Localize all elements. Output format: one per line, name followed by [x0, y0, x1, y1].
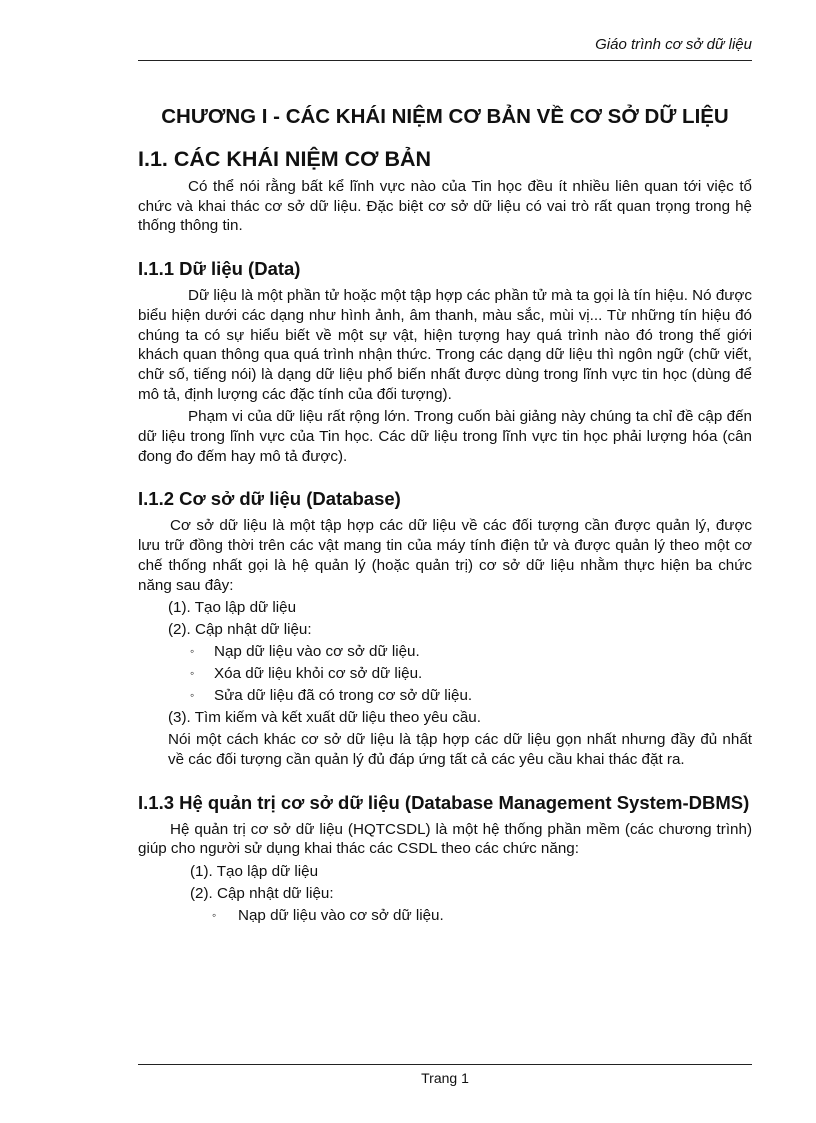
sub-list-item-text: Xóa dữ liệu khỏi cơ sở dữ liệu.	[214, 665, 423, 683]
list-item: (3). Tìm kiếm và kết xuất dữ liệu theo yêu cầu.	[168, 709, 481, 727]
chapter-title: CHƯƠNG I - CÁC KHÁI NIỆM CƠ BẢN VỀ CƠ SỞ DỮ LIỆU	[161, 105, 729, 128]
sub-list-item	[138, 642, 752, 661]
list-item: (1). Tạo lập dữ liệu	[190, 863, 319, 881]
sub-list-item-text: Nạp dữ liệu vào cơ sở dữ liệu.	[214, 643, 420, 661]
section-heading-1-1: I.1.1 Dữ liệu (Data)	[138, 258, 301, 280]
section-1-2-paragraph-1: Cơ sở dữ liệu là một tập hợp các dữ liệu về các đối tượng cần được quản lý, được lưu trữ đồng thời trên các vật mang tin của máy tính điện tử và được quản lý theo một cơ chế thống nhất gọi là hệ quản lý (hoặc quản trị) cơ sở dữ liệu nhằm thực hiện ba chức năng sau đây:	[138, 517, 752, 594]
circle-bullet-icon: ◦	[190, 688, 195, 703]
page-number: Trang 1	[421, 1070, 469, 1086]
circle-bullet-icon: ◦	[190, 644, 195, 659]
page-content	[138, 146, 752, 928]
footer-rule	[138, 1064, 752, 1065]
section-1-3-paragraph-1: Hệ quản trị cơ sở dữ liệu (HQTCSDL) là một hệ thống phần mềm (các chương trình) giúp cho người sử dụng khai thác các CSDL theo các chức năng:	[138, 820, 752, 858]
list-item: (2). Cập nhật dữ liệu:	[190, 885, 334, 903]
section-heading-1: I.1. CÁC KHÁI NIỆM CƠ BẢN	[138, 147, 432, 171]
section-heading-1-2: I.1.2 Cơ sở dữ liệu (Database)	[138, 488, 401, 510]
sub-list-item	[138, 686, 752, 705]
list-item: (1). Tạo lập dữ liệu	[168, 599, 297, 617]
section-heading-1-3: I.1.3 Hệ quản trị cơ sở dữ liệu (Database Management System-DBMS)	[138, 791, 750, 813]
running-header: Giáo trình cơ sở dữ liệu	[595, 36, 752, 53]
section-1-1-paragraph-2: Phạm vi của dữ liệu rất rộng lớn. Trong cuốn bài giảng này chúng ta chỉ đề cập đến dữ liệu trong lĩnh vực của Tin học. Các dữ liệu trong lĩnh vực tin học phải lượng hóa (cân đong đo đếm hay mô tả được).	[138, 408, 752, 465]
sub-list-item	[138, 664, 752, 683]
circle-bullet-icon: ◦	[212, 908, 217, 923]
header-rule	[138, 60, 752, 61]
circle-bullet-icon: ◦	[190, 666, 195, 681]
sub-list-item	[138, 906, 752, 925]
sub-list-item-text: Nạp dữ liệu vào cơ sở dữ liệu.	[238, 907, 444, 925]
section-1-2-paragraph-2: Nói một cách khác cơ sở dữ liệu là tập hợp các dữ liệu gọn nhất nhưng đầy đủ nhất về các đối tượng cần quản lý đủ đáp ứng tất cả các yêu cầu khai thác đặt ra.	[168, 731, 752, 768]
section-1-intro: Có thể nói rằng bất kể lĩnh vực nào của Tin học đều ít nhiều liên quan tới việc tổ chức và khai thác cơ sở dữ liệu. Đặc biệt cơ sở dữ liệu có vai trò rất quan trọng trong hệ thống thông tin.	[138, 178, 752, 235]
sub-list-item-text: Sửa dữ liệu đã có trong cơ sở dữ liệu.	[214, 687, 473, 705]
list-item: (2). Cập nhật dữ liệu:	[168, 621, 312, 639]
section-1-1-paragraph-1: Dữ liệu là một phần tử hoặc một tập hợp các phần tử mà ta gọi là tín hiệu. Nó được biểu hiện dưới các dạng như hình ảnh, âm thanh, màu sắc, mùi vị... Từ những tín hiệu đó chúng ta có sự hiểu biết về một sự vật, hiện tượng hay quá trình nào đó trong thế giới khách quan thông qua quá trình nhận thức. Trong các dạng dữ liệu thì ngôn ngữ (chữ viết, chữ số, tiếng nói) là dạng dữ liệu phổ biến nhất được dùng trong lĩnh vực tin học (dùng để mô tả, định lượng các đặc tính của đối tượng).	[138, 287, 752, 403]
